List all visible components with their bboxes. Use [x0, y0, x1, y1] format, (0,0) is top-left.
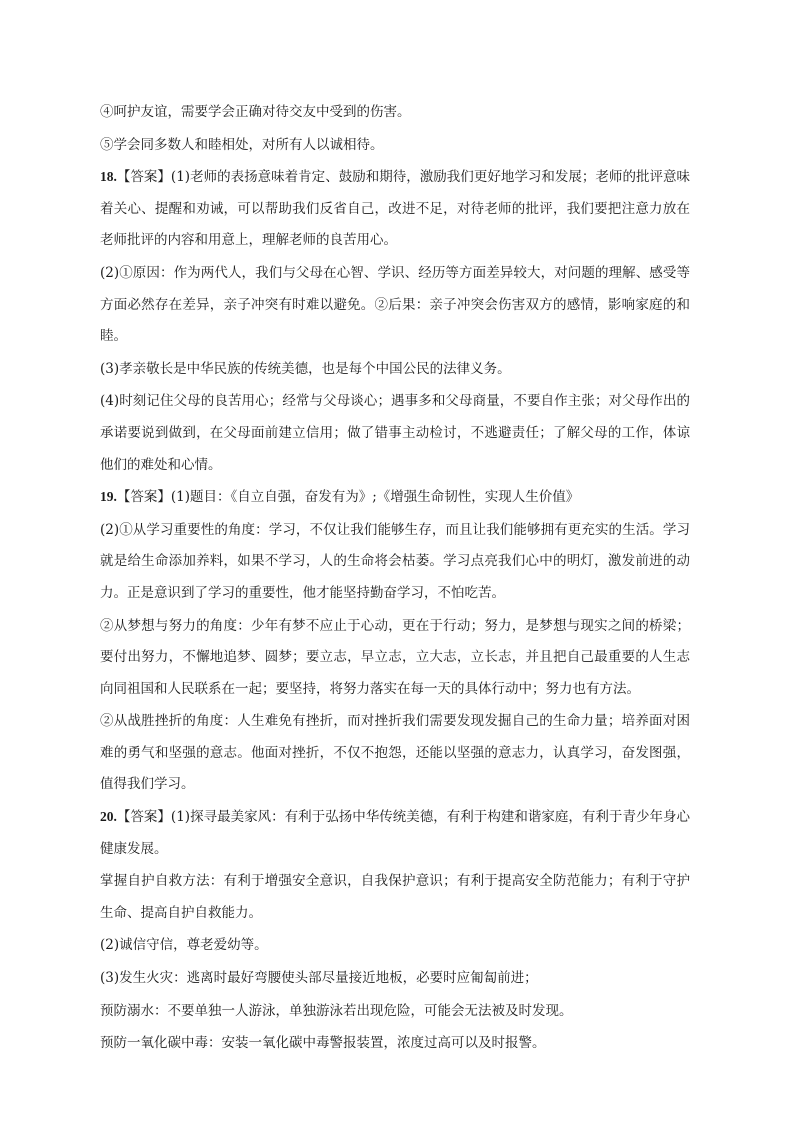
paragraph-item-4 [100, 96, 690, 129]
answer-20-part-1b [100, 865, 690, 929]
paragraph-text: 掌握自护自救方法：有利于增强安全意识，自我保护意识；有利于提高安全防范能力；有利于守护生命、提高自护自救能力。 [100, 873, 690, 921]
answer-20-part-1a [100, 801, 690, 865]
answer-20-part-3b [100, 995, 690, 1028]
paragraph-text: 【答案】(1)探寻最美家风：有利于弘扬中华传统美德，有利于构建和谐家庭，有利于青少年身心健康发展。 [100, 809, 690, 857]
answer-18-part-2 [100, 257, 690, 353]
answer-19-part-1 [100, 481, 690, 514]
paragraph-text: 【答案】(1)老师的表扬意味着肯定、鼓励和期待，激励我们更好地学习和发展；老师的批评意味着关心、提醒和劝诫，可以帮助我们反省自己，改进不足，对待老师的批评，我们要把注意力放在老师批评的内容和用意上，理解老师的良苦用心。 [100, 169, 690, 249]
paragraph-item-5 [100, 129, 690, 162]
answer-18-part-3 [100, 353, 690, 386]
answer-19-part-2b [100, 610, 690, 706]
paragraph-text: ⑤学会同多数人和睦相处，对所有人以诚相待。 [100, 136, 384, 153]
paragraph-text: 预防一氧化碳中毒：安装一氧化碳中毒警报装置，浓度过高可以及时报警。 [100, 1035, 546, 1052]
answer-19-part-2c [100, 705, 690, 801]
paragraph-text: (2)①从学习重要性的角度：学习，不仅让我们能够生存，而且让我们能够拥有更充实的生活。学习就是给生命添加养料，如果不学习，人的生命将会枯萎。学习点亮我们心中的明灯，激发前进的动力。正是意识到了学习的重要性，他才能坚持勤奋学习，不怕吃苦。 [100, 521, 690, 601]
answer-18-part-1 [100, 161, 690, 257]
paragraph-text: 【答案】(1)题目：《自立自强，奋发有为》;《增强生命韧性，实现人生价值》 [116, 489, 580, 506]
answer-19-part-2a [100, 514, 690, 610]
paragraph-text: 预防溺水：不要单独一人游泳，单独游泳若出现危险，可能会无法被及时发现。 [100, 1002, 573, 1019]
question-number: 19. [100, 489, 117, 505]
paragraph-text: (3)发生火灾：逃离时最好弯腰使头部尽量接近地板，必要时应匍匐前进； [100, 970, 538, 987]
paragraph-text: ②从梦想与努力的角度：少年有梦不应止于心动，更在于行动；努力，是梦想与现实之间的桥梁；要付出努力，不懈地追梦、圆梦；要立志，早立志，立大志，立长志，并且把自己最重要的人生志向同祖国和人民联系在一起；要坚持，将努力落实在每一天的具体行动中；努力也有方法。 [100, 617, 690, 697]
paragraph-text: ④呵护友谊，需要学会正确对待交友中受到的伤害。 [100, 104, 411, 120]
paragraph-text: (3)孝亲敬长是中华民族的传统美德，也是每个中国公民的法律义务。 [100, 360, 511, 377]
answer-20-part-3c [100, 1027, 690, 1060]
answer-text [100, 96, 690, 1060]
paragraph-text: (2)诚信守信，尊老爱幼等。 [100, 937, 268, 954]
paragraph-text: ②从战胜挫折的角度：人生难免有挫折，而对挫折我们需要发现发掘自己的生命力量；培养面对困难的勇气和坚强的意志。他面对挫折，不仅不抱怨，还能以坚强的意志力，认真学习，奋发图强，值得我们学习。 [100, 713, 690, 793]
answer-20-part-2 [100, 929, 690, 962]
answer-18-part-4 [100, 385, 690, 481]
paragraph-text: (4)时刻记住父母的良苦用心；经常与父母谈心；遇事多和父母商量，不要自作主张；对父母作出的承诺要说到做到，在父母面前建立信用；做了错事主动检讨，不逃避责任；了解父母的工作，体谅他们的难处和心情。 [100, 393, 690, 473]
question-number: 20. [100, 809, 117, 825]
paragraph-text: (2)①原因：作为两代人，我们与父母在心智、学识、经历等方面差异较大，对问题的理解、感受等方面必然存在差异，亲子冲突有时难以避免。②后果：亲子冲突会伤害双方的感情，影响家庭的和睦。 [100, 264, 690, 345]
question-number: 18. [100, 169, 117, 185]
answer-20-part-3a [100, 962, 690, 995]
